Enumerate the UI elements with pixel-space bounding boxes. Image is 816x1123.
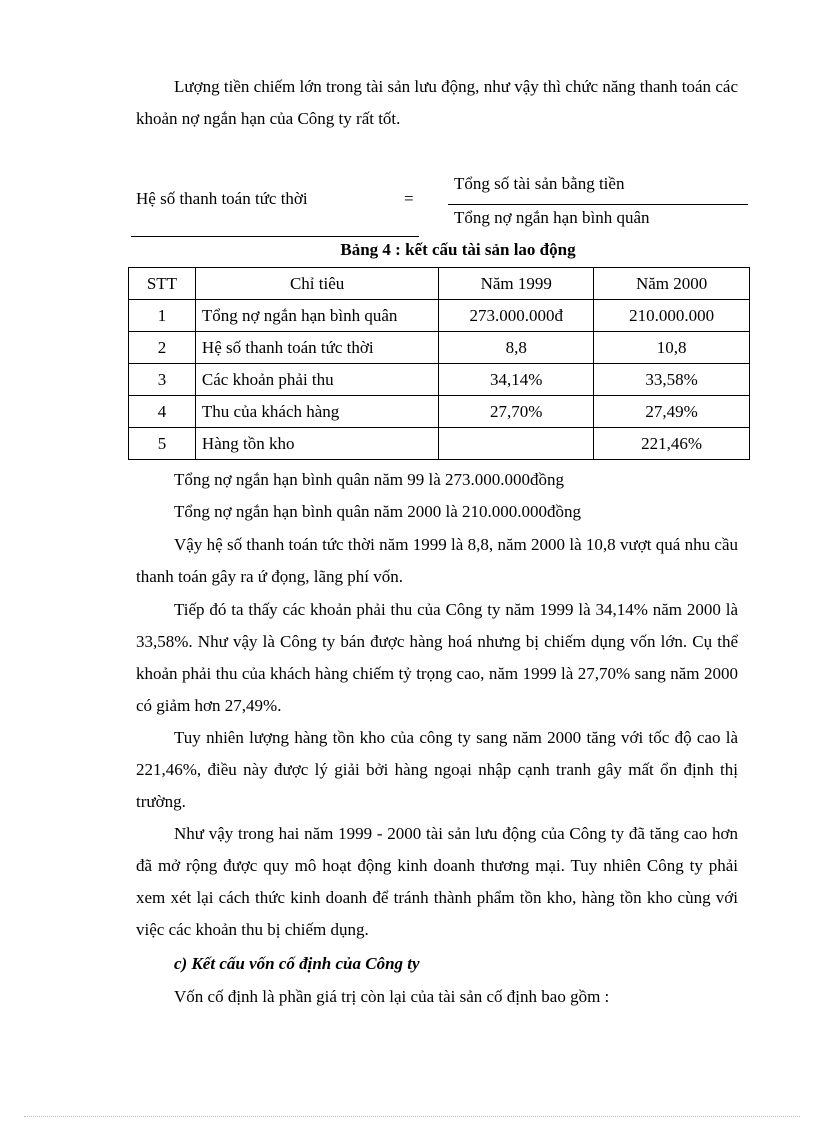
header-year-2000: Năm 2000	[594, 268, 750, 300]
cell-2000: 10,8	[594, 332, 750, 364]
cell-2000: 210.000.000	[594, 300, 750, 332]
cell-stt: 2	[129, 332, 196, 364]
page-bottom-rule	[24, 1116, 800, 1117]
section-heading: c) Kết cấu vốn cố định của Công ty	[174, 954, 420, 973]
cell-2000: 33,58%	[594, 364, 750, 396]
table-row	[129, 428, 750, 460]
table-row	[129, 300, 750, 332]
formula-equals: =	[404, 189, 414, 208]
cell-1999	[439, 428, 594, 460]
cell-stt: 4	[129, 396, 196, 428]
cell-1999: 34,14%	[439, 364, 594, 396]
paragraph-ratio: Vậy hệ số thanh toán tức thời năm 1999 là 8,8, năm 2000 là 10,8 vượt quá nhu cầu thanh toán gây ra ứ đọng, lãng phí vốn.	[136, 535, 738, 586]
summary-line-1999: Tổng nợ ngắn hạn bình quân năm 99 là 273.000.000đồng	[174, 470, 565, 489]
table-row	[129, 396, 750, 428]
paragraph-conclusion: Như vậy trong hai năm 1999 - 2000 tài sản lưu động của Công ty đã tăng cao hơn đã mở rộng được quy mô hoạt động kinh doanh thương mại. Tuy nhiên Công ty phải xem xét lại cách thức kinh doanh để tránh thành phẩm tồn kho, hàng tồn kho cùng với việc các khoản thu bị chiếm dụng.	[136, 824, 738, 939]
formula-denominator: Tổng nợ ngắn hạn bình quân	[454, 208, 650, 227]
cell-stt: 5	[129, 428, 196, 460]
intro-paragraph: Lượng tiền chiếm lớn trong tài sản lưu động, như vậy thì chức năng thanh toán các khoản nợ ngắn hạn của Công ty rất tốt.	[136, 77, 738, 128]
cell-indicator: Các khoản phải thu	[195, 364, 438, 396]
header-indicator: Chỉ tiêu	[195, 268, 438, 300]
table-row	[129, 332, 750, 364]
cell-1999: 273.000.000đ	[439, 300, 594, 332]
table-header-row	[129, 268, 750, 300]
cell-indicator: Hệ số thanh toán tức thời	[195, 332, 438, 364]
cell-1999: 8,8	[439, 332, 594, 364]
summary-line-2000: Tổng nợ ngắn hạn bình quân năm 2000 là 210.000.000đồng	[174, 502, 582, 521]
cell-1999: 27,70%	[439, 396, 594, 428]
table-row	[129, 364, 750, 396]
formula-numerator: Tổng số tài sản bằng tiền	[454, 174, 625, 193]
paragraph-receivables: Tiếp đó ta thấy các khoản phải thu của Công ty năm 1999 là 34,14% năm 2000 là 33,58%. Như vậy là Công ty bán được hàng hoá nhưng bị chiếm dụng vốn lớn. Cụ thể khoản phải thu của khách hàng chiếm tỷ trọng cao, năm 1999 là 27,70% sang năm 2000 có giảm hơn 27,49%.	[136, 600, 738, 715]
closing-line: Vốn cố định là phần giá trị còn lại của tài sản cố định bao gồm :	[174, 987, 610, 1006]
cell-2000: 221,46%	[594, 428, 750, 460]
cell-indicator: Thu của khách hàng	[195, 396, 438, 428]
cell-stt: 3	[129, 364, 196, 396]
cell-indicator: Hàng tồn kho	[195, 428, 438, 460]
data-table	[128, 267, 750, 460]
cell-2000: 27,49%	[594, 396, 750, 428]
cell-stt: 1	[129, 300, 196, 332]
header-year-1999: Năm 1999	[439, 268, 594, 300]
cell-indicator: Tổng nợ ngắn hạn bình quân	[195, 300, 438, 332]
formula-label: Hệ số thanh toán tức thời	[136, 189, 308, 208]
header-stt: STT	[129, 268, 196, 300]
paragraph-inventory: Tuy nhiên lượng hàng tồn kho của công ty sang năm 2000 tăng với tốc độ cao là 221,46%, điều này được lý giải bởi hàng ngoại nhập cạnh tranh gây mất ổn định thị trường.	[136, 728, 738, 811]
table-caption: Bảng 4 : kết cấu tài sản lao động	[340, 240, 576, 259]
